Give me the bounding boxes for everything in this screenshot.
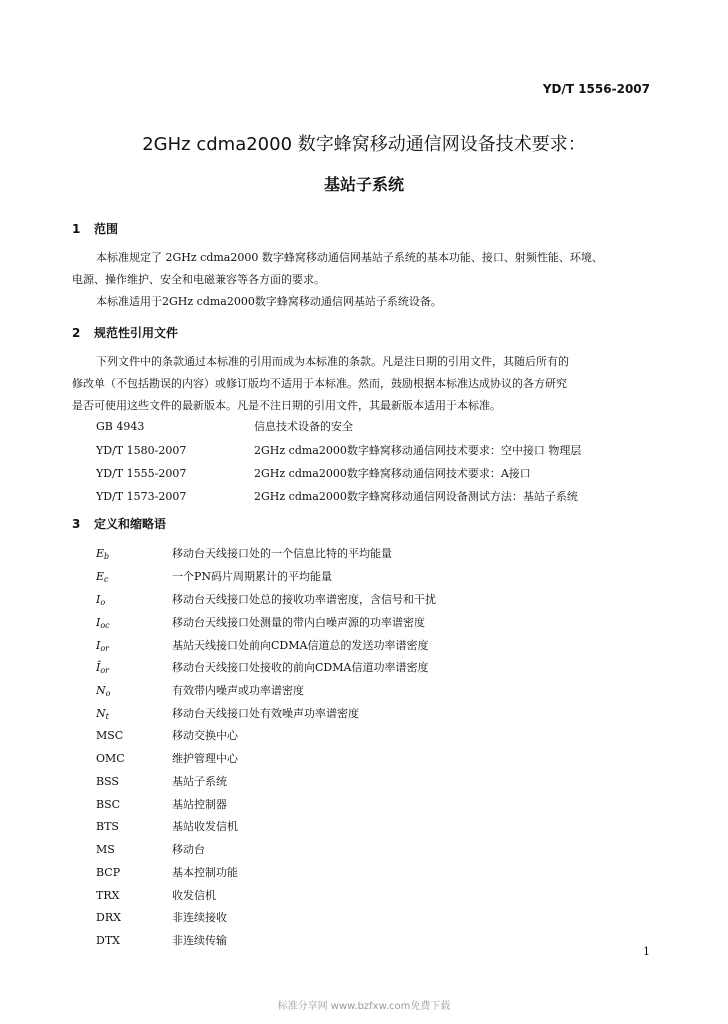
reference-item (96, 442, 581, 458)
reference-item (96, 418, 353, 434)
section-number: 2 (72, 326, 81, 340)
symbol: E (96, 570, 105, 583)
definition-text: 基站控制器 (172, 798, 227, 811)
symbol: I (96, 639, 101, 652)
reference-code: YD/T 1555-2007 (96, 467, 187, 480)
symbol: N (96, 707, 106, 720)
definition-text: 非连续接收 (172, 911, 227, 924)
section-number: 1 (72, 222, 81, 236)
section-2-heading (72, 324, 178, 341)
paragraph-line: 本标准规定了 2GHz cdma2000 数字蜂窝移动通信网基站子系统的基本功能、接口、射频性能、环境、 (96, 251, 603, 264)
abbreviation-definition (96, 818, 238, 834)
document-title: 2GHz cdma2000 数字蜂窝移动通信网设备技术要求： (142, 134, 586, 155)
footer-watermark: 标准分享网 www.bzfxw.com免费下载 (277, 1001, 451, 1012)
section-title: 规范性引用文件 (94, 326, 179, 340)
reference-title: 信息技术设备的安全 (254, 420, 353, 433)
abbreviation: MS (96, 843, 115, 856)
symbol-definition (96, 682, 304, 698)
abbreviation-definition (96, 727, 238, 743)
abbreviation: BSC (96, 798, 121, 811)
definition-text: 移动台天线接口处接收的前向CDMA信道功率谱密度 (172, 661, 429, 674)
abbreviation-definition (96, 887, 216, 903)
section-number: 3 (72, 517, 81, 531)
symbol: I (96, 593, 101, 606)
definition-text: 移动台 (172, 843, 205, 856)
symbol-definition (96, 659, 428, 675)
abbreviation: TRX (96, 889, 120, 902)
reference-code: YD/T 1573-2007 (96, 490, 187, 503)
symbol-definition (96, 568, 332, 584)
abbreviation: MSC (96, 729, 124, 742)
symbol-definition (96, 614, 425, 630)
symbol: E (96, 547, 105, 560)
symbol-subscript: or (100, 644, 109, 653)
abbreviation: DTX (96, 934, 120, 947)
document-number: YD/T 1556-2007 (542, 82, 650, 96)
paragraph-line: 本标准适用于2GHz cdma2000数字蜂窝移动通信网基站子系统设备。 (96, 295, 442, 308)
definition-text: 有效带内噪声或功率谱密度 (172, 684, 304, 697)
abbreviation: BTS (96, 820, 119, 833)
definition-text: 一个PN码片周期累计的平均能量 (172, 570, 333, 583)
abbreviation-definition (96, 932, 227, 948)
symbol-subscript: oc (100, 621, 110, 630)
symbol: I (96, 616, 101, 629)
paragraph-line: 修改单（不包括勘误的内容）或修订版均不适用于本标准。然而，鼓励根据本标准达成协议的各方研究 (72, 377, 567, 390)
abbreviation: BSS (96, 775, 119, 788)
paragraph-line: 下列文件中的条款通过本标准的引用而成为本标准的条款。凡是注日期的引用文件，其随后所有的 (96, 355, 569, 368)
abbreviation-definition (96, 841, 205, 857)
symbol-definition (96, 591, 436, 607)
symbol-subscript: or (100, 666, 109, 675)
abbreviation-definition (96, 864, 238, 880)
reference-item (96, 488, 578, 504)
section-2-body (72, 351, 662, 417)
reference-code: GB 4943 (96, 420, 145, 433)
symbol-subscript: t (105, 712, 109, 721)
abbreviation-definition (96, 796, 227, 812)
definition-text: 移动交换中心 (172, 729, 238, 742)
abbreviation-definition (96, 773, 227, 789)
section-title: 定义和缩略语 (94, 517, 167, 531)
definition-text: 维护管理中心 (172, 752, 238, 765)
section-3-heading (72, 515, 166, 532)
symbol-subscript: o (100, 598, 106, 607)
reference-code: YD/T 1580-2007 (96, 444, 187, 457)
abbreviation: DRX (96, 911, 121, 924)
section-1-body (72, 247, 662, 313)
document-subtitle: 基站子系统 (323, 175, 404, 194)
symbol-definition (96, 545, 392, 561)
symbol-definition (96, 705, 359, 721)
symbol-subscript: c (104, 575, 109, 584)
definition-text: 移动台天线接口处的一个信息比特的平均能量 (172, 547, 392, 560)
section-1-heading (72, 220, 118, 237)
reference-title: 2GHz cdma2000数字蜂窝移动通信网技术要求：空中接口 物理层 (254, 444, 582, 457)
abbreviation: OMC (96, 752, 125, 765)
definition-text: 基站收发信机 (172, 820, 238, 833)
abbreviation: BCP (96, 866, 121, 879)
section-title: 范围 (94, 222, 119, 236)
definition-text: 移动台天线接口处测量的带内白噪声源的功率谱密度 (172, 616, 425, 629)
paragraph-line: 电源、操作维护、安全和电磁兼容等各方面的要求。 (72, 273, 325, 286)
definition-text: 收发信机 (172, 889, 216, 902)
definition-text: 基本控制功能 (172, 866, 238, 879)
page-number: 1 (643, 945, 650, 958)
definition-text: 基站子系统 (172, 775, 227, 788)
abbreviation-definition (96, 750, 238, 766)
definition-text: 基站天线接口处前向CDMA信道总的发送功率谱密度 (172, 639, 429, 652)
symbol: N (96, 684, 106, 697)
reference-item (96, 465, 531, 481)
paragraph-line: 是否可使用这些文件的最新版本。凡是不注日期的引用文件，其最新版本适用于本标准。 (72, 399, 501, 412)
reference-title: 2GHz cdma2000数字蜂窝移动通信网技术要求：A接口 (254, 467, 531, 480)
symbol-definition (96, 637, 428, 653)
reference-title: 2GHz cdma2000数字蜂窝移动通信网设备测试方法：基站子系统 (254, 490, 578, 503)
definition-text: 移动台天线接口处总的接收功率谱密度，含信号和干扰 (172, 593, 436, 606)
symbol: Î (96, 661, 101, 674)
definition-text: 移动台天线接口处有效噪声功率谱密度 (172, 707, 359, 720)
symbol-subscript: o (105, 689, 111, 698)
symbol-subscript: b (104, 552, 110, 561)
definition-text: 非连续传输 (172, 934, 227, 947)
abbreviation-definition (96, 909, 227, 925)
